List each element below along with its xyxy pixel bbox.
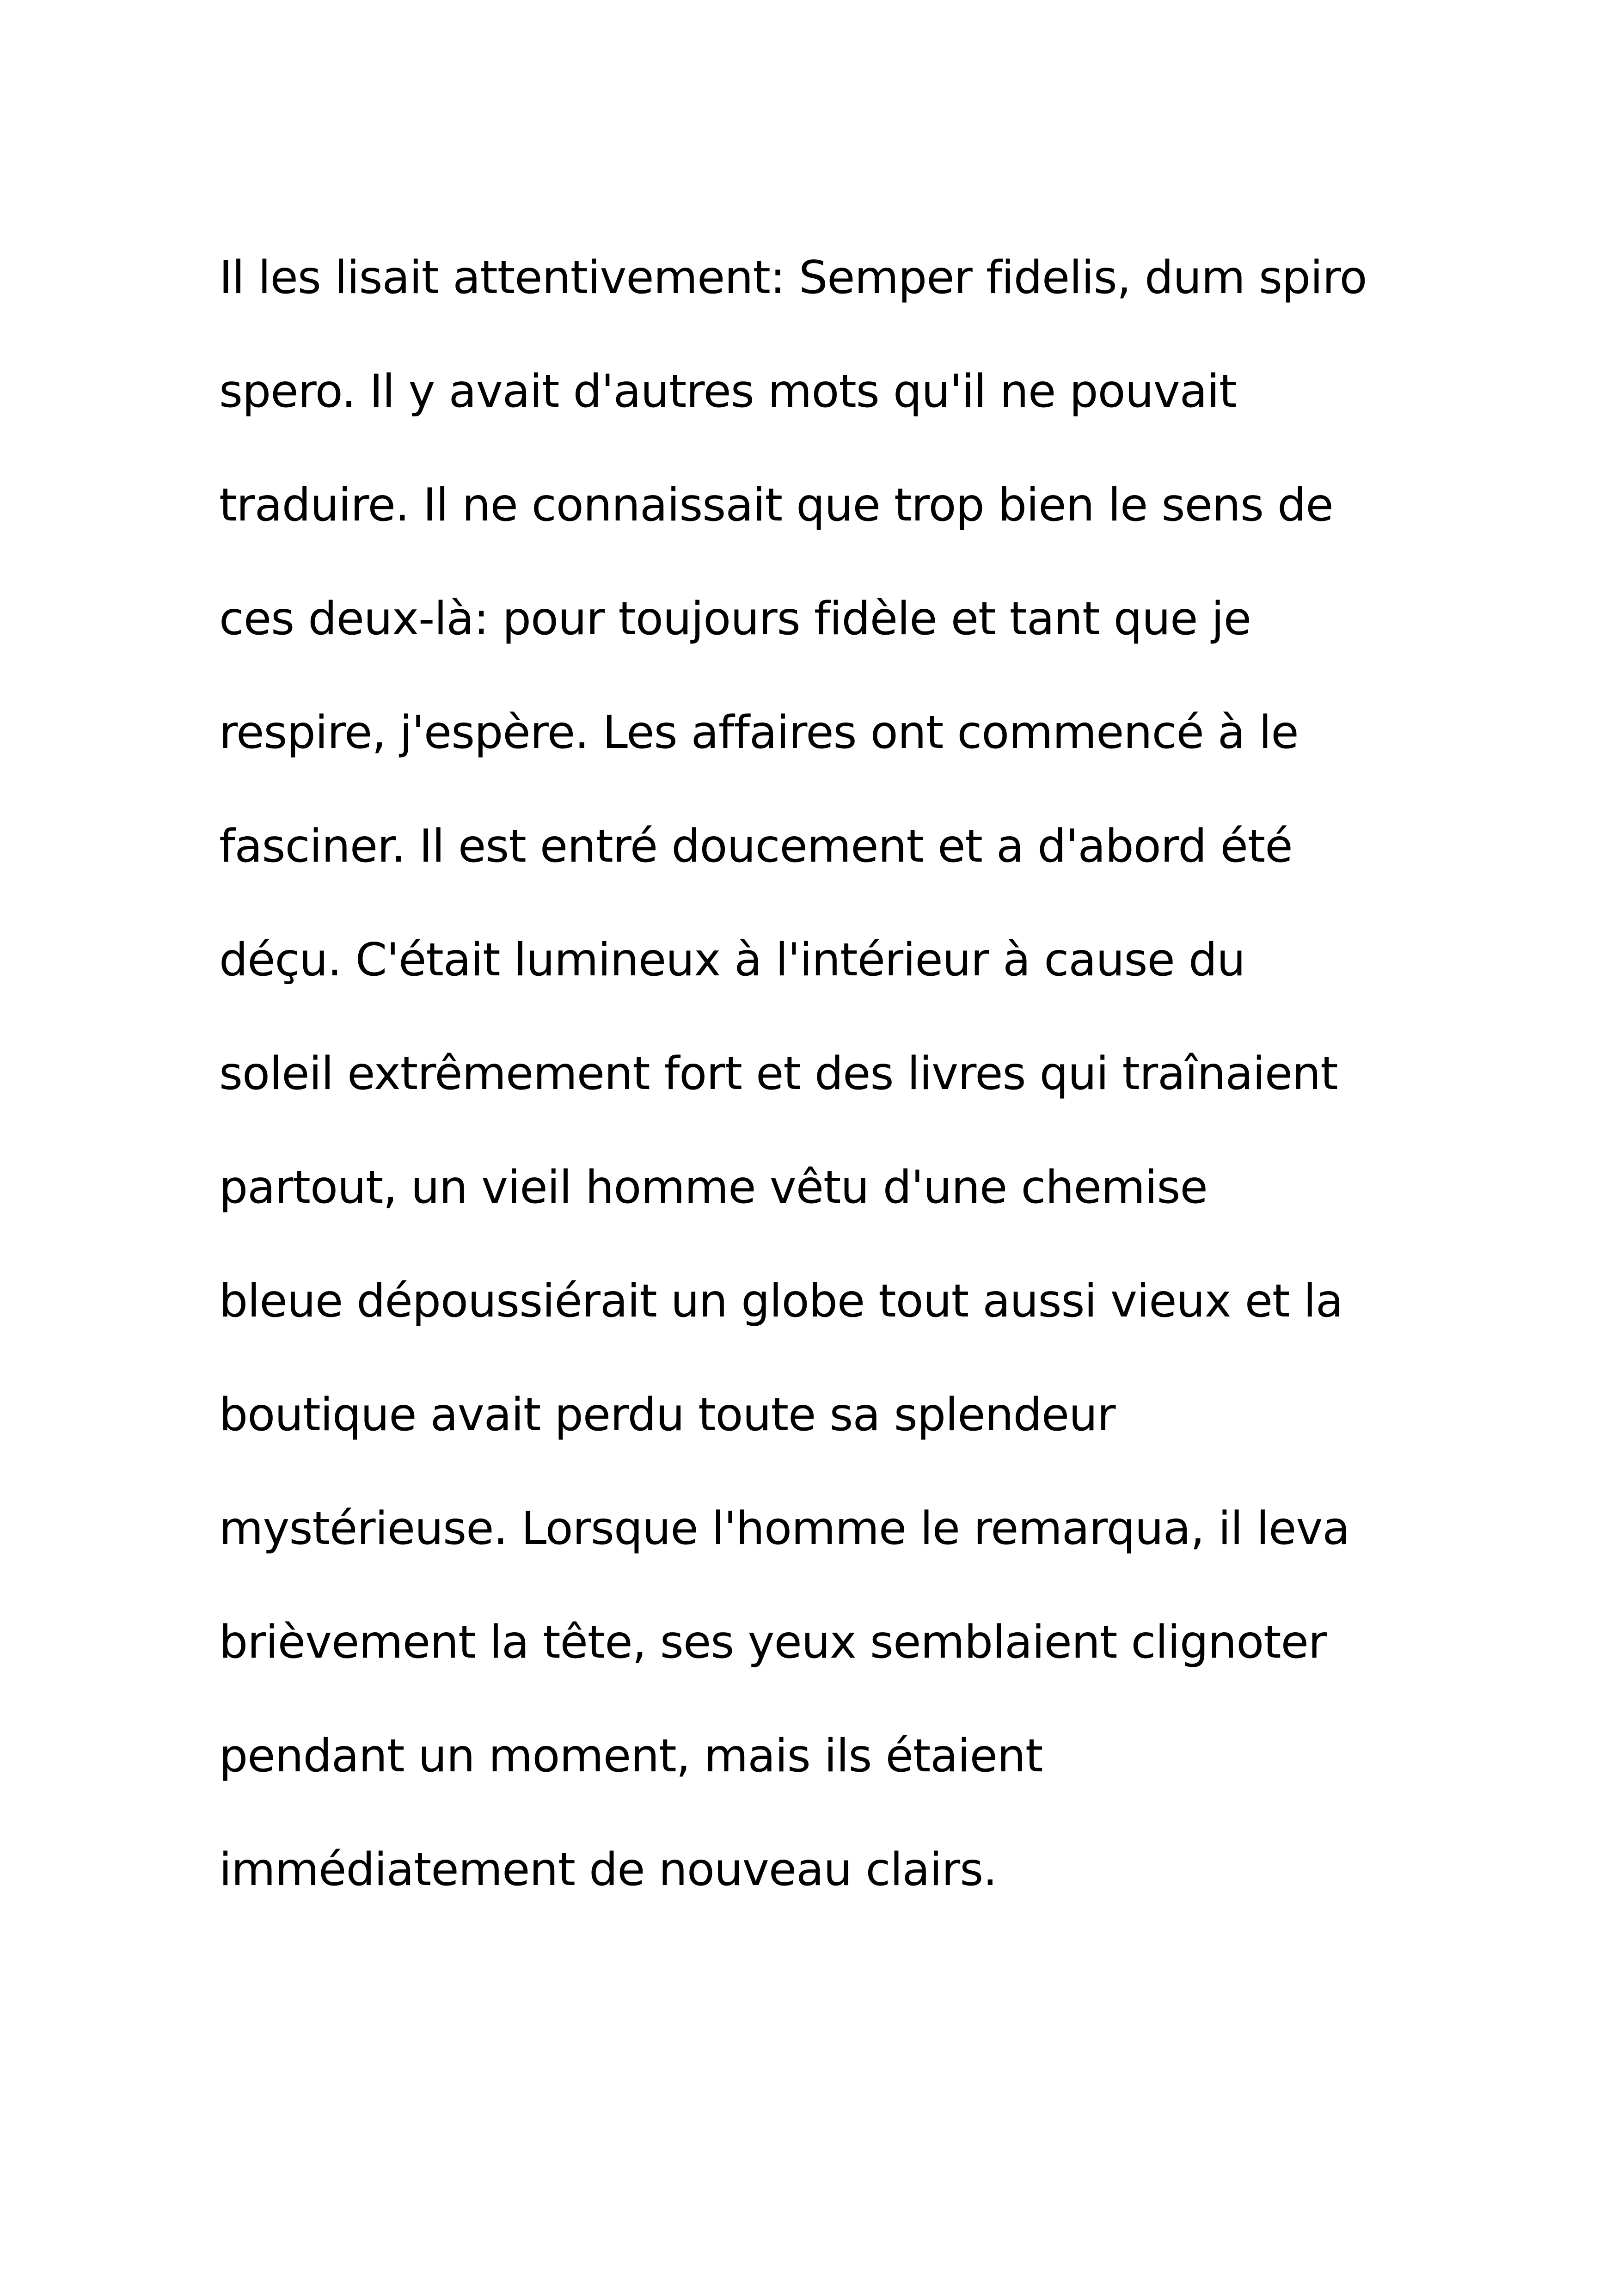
text-line: partout, un vieil homme vêtu d'une chemise <box>219 1161 1207 1214</box>
text-line: fasciner. Il est entré doucement et a d'abord été <box>219 820 1293 873</box>
text-line: Il les lisait attentivement: Semper fidelis, dum spiro <box>219 251 1367 304</box>
text-line: respire, j'espère. Les affaires ont commencé à le <box>219 706 1299 759</box>
text-line: boutique avait perdu toute sa splendeur <box>219 1389 1115 1441</box>
text-line: immédiatement de nouveau clairs. <box>219 1843 997 1896</box>
text-line: brièvement la tête, ses yeux semblaient clignoter <box>219 1616 1327 1669</box>
text-line: ces deux-là: pour toujours fidèle et tant que je <box>219 593 1251 645</box>
text-line: pendant un moment, mais ils étaient <box>219 1730 1043 1782</box>
text-line: traduire. Il ne connaissait que trop bien le sens de <box>219 479 1333 532</box>
text-line: mystérieuse. Lorsque l'homme le remarqua, il leva <box>219 1502 1350 1555</box>
text-line: soleil extrêmement fort et des livres qui traînaient <box>219 1047 1338 1100</box>
text-line: déçu. C'était lumineux à l'intérieur à cause du <box>219 934 1245 986</box>
text-line: bleue dépoussiérait un globe tout aussi vieux et la <box>219 1275 1343 1328</box>
body-paragraph <box>219 221 1467 1927</box>
text-line: spero. Il y avait d'autres mots qu'il ne pouvait <box>219 365 1237 418</box>
